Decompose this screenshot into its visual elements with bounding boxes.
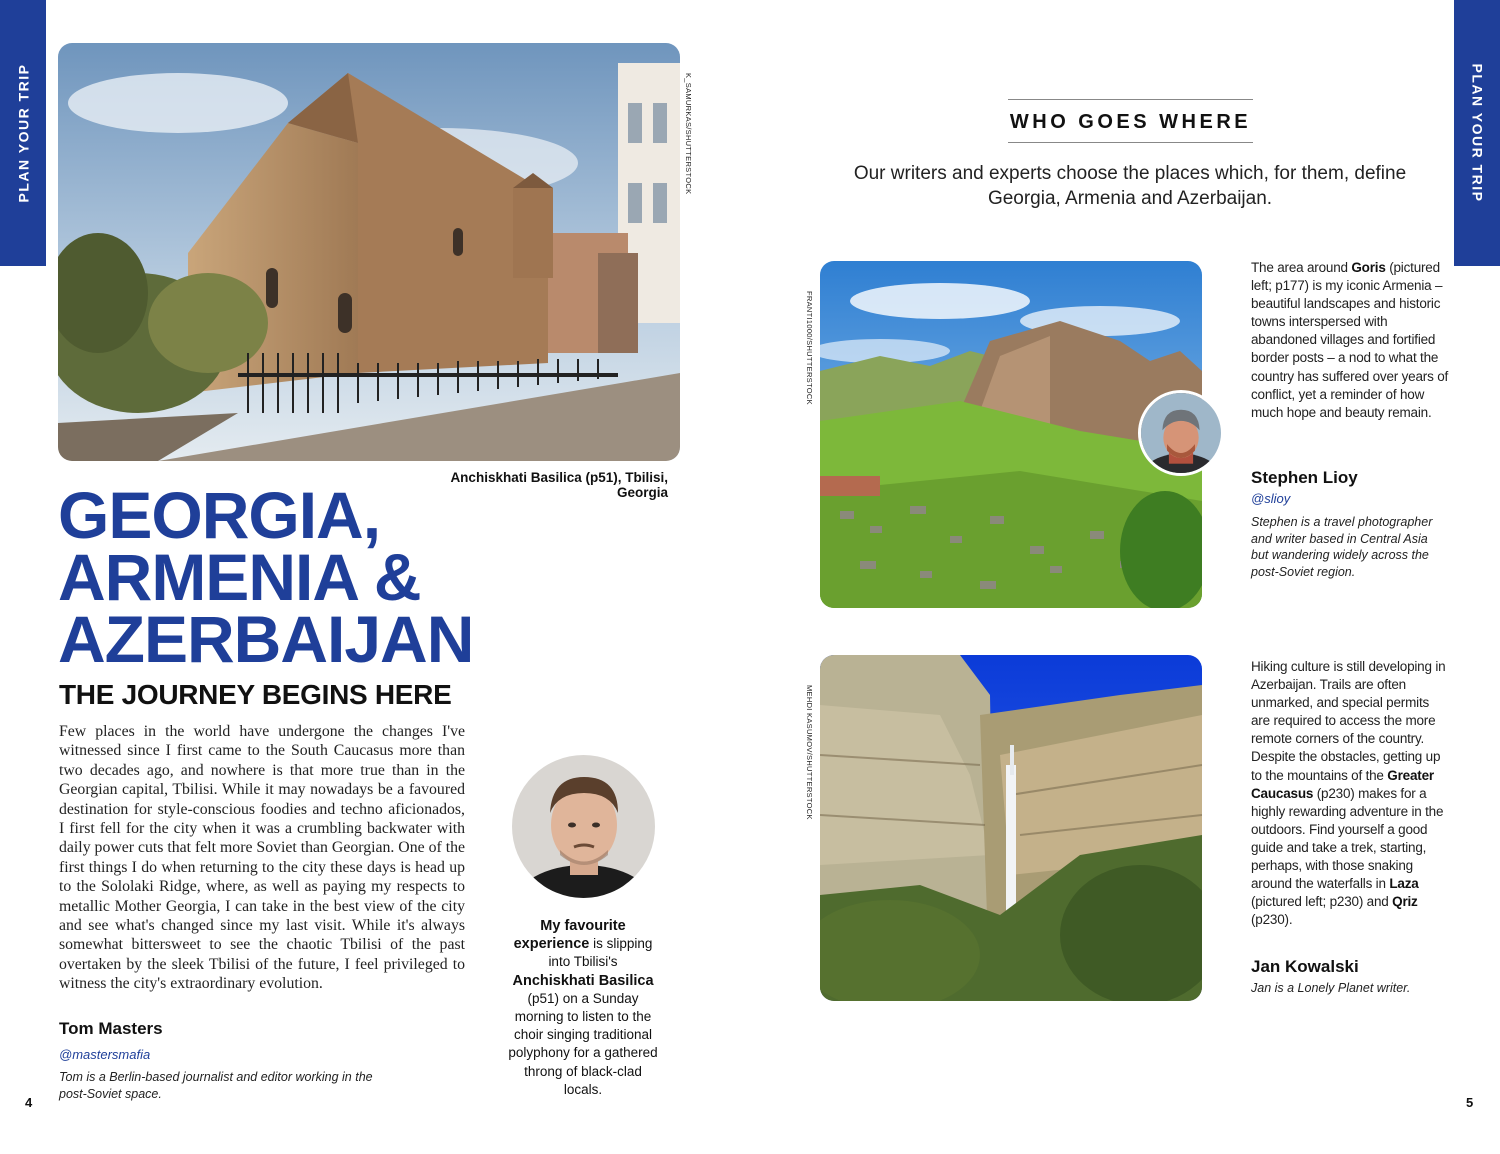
entry-text-part: (p230) makes for a highly rewarding adventure in the outdoors. Find yourself a good guide and take a trek, starting, perhaps, with those snaking around the waterfalls in bbox=[1251, 785, 1444, 892]
plan-your-trip-tab-right bbox=[1454, 0, 1500, 266]
side-tab-label: PLAN YOUR TRIP bbox=[1469, 63, 1486, 203]
entry-text-goris bbox=[1251, 259, 1451, 422]
favourite-place: Anchiskhati Basilica bbox=[512, 972, 654, 989]
author-handle-stephen[interactable]: @slioy bbox=[1251, 491, 1291, 506]
entry-text-part: (pictured left; p177) is my iconic Armenia – beautiful landscapes and historic towns interspersed with abandoned villages and fortified border posts – a nod to what the country has suffered over years of conflict, yet a reminder of how much hope and beauty remain. bbox=[1251, 260, 1449, 420]
header-rule-bottom bbox=[1008, 142, 1253, 143]
entry-place-greater-caucasus: Greater Caucasus bbox=[1251, 767, 1434, 801]
favourite-experience bbox=[508, 917, 658, 1099]
author-bio-jan: Jan is a Lonely Planet writer. bbox=[1251, 981, 1411, 995]
page-number-right: 5 bbox=[1466, 1095, 1474, 1110]
author-handle[interactable]: @mastersmafia bbox=[59, 1047, 151, 1062]
entry-place-qriz: Qriz bbox=[1392, 894, 1418, 910]
entry-text-part: (pictured left; p230) and bbox=[1251, 894, 1393, 910]
title-line-3: AZERBAIJAN bbox=[58, 602, 474, 676]
entry-text-part: (p230). bbox=[1251, 912, 1293, 928]
entry-place-laza: Laza bbox=[1389, 876, 1419, 892]
photo-laza-waterfall bbox=[820, 655, 1202, 1001]
author-name-jan: Jan Kowalski bbox=[1251, 957, 1359, 976]
intro-paragraph: Few places in the world have undergone the changes I've witnessed since I first came to the South Caucasus more than two decades ago, and nowhere is that more true than in the Georgian capital, Tbilisi. While it may nowadays be a favoured destination for style-conscious foodies and techno aficionados, I first fell for the city when it was a crumbling backwater with daily power cuts that felt more Soviet than Georgian. One of the first things I do when returning to the city these days is head up to the Sololaki Ridge, where, as well as paying my respects to metallic Mother Georgia, I can take in the best view of the city and see what's changed since my last visit. While it's always somewhat bittersweet to see the chaotic Tbilisi of the past overtaken by the sleek Tbilisi of the future, I feel privileged to witness the city's extraordinary evolution. bbox=[59, 723, 465, 993]
entry-text-greater-caucasus bbox=[1251, 658, 1451, 929]
favourite-text-2: (p51) on a Sunday morning to listen to the choir singing traditional polyphony for a gathered throng of black-clad locals. bbox=[508, 990, 658, 1097]
side-tab-label: PLAN YOUR TRIP bbox=[15, 63, 32, 203]
page-subtitle: THE JOURNEY BEGINS HERE bbox=[59, 679, 452, 710]
page-number-left: 4 bbox=[25, 1095, 33, 1110]
hero-photo-basilica bbox=[58, 43, 680, 461]
photo-credit-laza: MEHDI KASUMOV/SHUTTERSTOCK bbox=[805, 685, 814, 820]
favourite-label: My favourite experience bbox=[513, 918, 626, 953]
photo-credit-goris: FRANTI1000/SHUTTERSTOCK bbox=[805, 291, 814, 405]
author-bio-stephen: Stephen is a travel photographer and writer based in Central Asia but wandering widely across the post-Soviet region. bbox=[1251, 515, 1433, 579]
section-title: WHO GOES WHERE bbox=[1009, 111, 1252, 133]
photo-credit-hero: K_SAMURKAS/SHUTTERSTOCK bbox=[684, 73, 693, 195]
entry-text-part: The area around bbox=[1251, 260, 1352, 275]
hero-caption: Anchiskhati Basilica (p51), Tbilisi, Georgia bbox=[450, 470, 668, 500]
author-avatar-stephen bbox=[1138, 390, 1224, 476]
title-line-1: GEORGIA, bbox=[58, 478, 381, 552]
page-title bbox=[58, 478, 518, 676]
favourite-text-1: is slipping into Tbilisi's bbox=[548, 936, 653, 970]
entry-text-part: Hiking culture is still developing in Azerbaijan. Trails are often unmarked, and special permits are required to access the more remote corners of the country. Despite the obstacles, getting up to the mountains of the bbox=[1251, 659, 1446, 783]
author-name-stephen: Stephen Lioy bbox=[1251, 468, 1358, 487]
author-bio: Tom is a Berlin-based journalist and editor working in the post-Soviet space. bbox=[59, 1070, 373, 1101]
author-name: Tom Masters bbox=[59, 1019, 163, 1038]
section-intro: Our writers and experts choose the places which, for them, define Georgia, Armenia and Azerbaijan. bbox=[853, 163, 1407, 209]
plan-your-trip-tab-left bbox=[0, 0, 46, 266]
title-line-2: ARMENIA & bbox=[58, 540, 421, 614]
header-rule-top bbox=[1008, 99, 1253, 100]
author-avatar bbox=[512, 755, 655, 898]
entry-place-goris: Goris bbox=[1351, 260, 1386, 275]
